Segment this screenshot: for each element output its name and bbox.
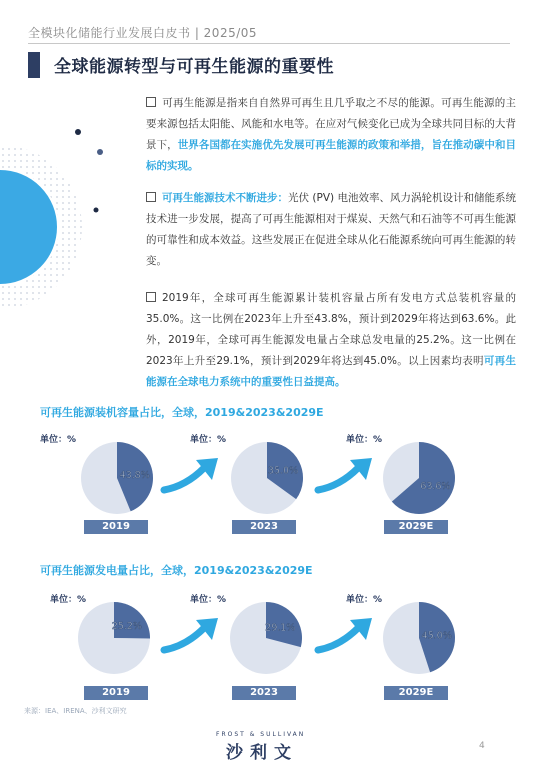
chart2-unit-2023: 单位：%: [190, 595, 227, 605]
chart1-pie-2023-value-label: 35.0%: [267, 465, 299, 477]
p1-highlight: 世界各国都在实施优先发展可再生能源的政策和举措，旨在推动碳中和目标的实现。: [146, 139, 517, 172]
bullet-square-icon: [146, 192, 156, 202]
chart1-pie-2029E-value-label: 63.6%: [420, 480, 451, 492]
chart2-pie-2023: [228, 600, 304, 676]
page-number: 4: [479, 741, 485, 751]
paragraph-statistics: [146, 288, 516, 393]
p3-highlight: 可再生能源在全球电力系统中的重要性日益提高。: [146, 355, 517, 388]
chart1-title: 可再生能源装机容量占比，全球，2019&2023&2029E: [40, 406, 324, 419]
chart1-pie-2029: [381, 440, 457, 516]
trend-arrow-icon: [314, 616, 378, 656]
chart1-year-2023: 2023: [232, 520, 296, 534]
bullet-square-icon: [146, 97, 156, 107]
chart2-pie-2019-value-label: 25.2%: [111, 620, 142, 632]
trend-arrow-icon: [314, 456, 378, 496]
chart1-pie-2019: [79, 440, 155, 516]
page-title: 全球能源转型与可再生能源的重要性: [54, 57, 334, 77]
chart1-pie-2019-value-label: 43.8%: [119, 470, 150, 482]
chart2-year-2023: 2023: [232, 686, 296, 700]
trend-arrow-icon: [160, 456, 224, 496]
p2-text: 光伏 (PV) 电池效率、风力涡轮机设计和储能系统技术进一步发展，提高了可再生能源相对于煤炭、天然气和石油等不可再生能源的可靠性和成本效益。这些发展正在促进全球从化石能源系统向可再生能源的转变。: [146, 192, 516, 267]
trend-arrow-icon: [160, 616, 224, 656]
chart1-unit-2023: 单位：%: [190, 435, 227, 445]
chart2-unit-2019: 单位：%: [50, 595, 87, 605]
p2-highlight: 可再生能源技术不断进步：: [162, 192, 289, 204]
chart1-pie-2023: [229, 440, 305, 516]
chart1-year-2019: 2019: [84, 520, 148, 534]
p3-text: 2019年，全球可再生能源累计装机容量占所有发电方式总装机容量的35.0%。这一比例在2023年上升至43.8%，预计到2029年将达到63.6%。此外，2019年，全球可再生能源发电量占全球总发电量的25.2%。这一比例在2023年上升至29.1%，预计到2029年将达到45.0%。以上因素均表明: [146, 292, 516, 367]
source-note: 来源：IEA、IRENA、沙利文研究: [24, 707, 127, 715]
paragraph-renewable-definition: [146, 93, 516, 177]
decorative-half-circle-graphic: [0, 92, 130, 362]
chart2-year-2019: 2019: [84, 686, 148, 700]
chart2-year-2029: 2029E: [384, 686, 448, 700]
chart2-unit-2029: 单位：%: [346, 595, 383, 605]
chart1-unit-2029: 单位：%: [346, 435, 383, 445]
title-accent-bar: [28, 52, 40, 78]
chart2-pie-2029: [381, 600, 457, 676]
chart2-pie-2019: [76, 600, 152, 676]
bullet-square-icon: [146, 292, 156, 302]
chart2-pie-2029E-value-label: 45.0%: [421, 630, 452, 642]
logo-shaliwen: 沙利文: [226, 743, 298, 763]
chart2-pie-2023-value-label: 29.1%: [265, 622, 296, 634]
logo-frost-sullivan: FROST & SULLIVAN: [216, 731, 306, 738]
paragraph-technology-progress: [146, 188, 516, 272]
chart1-year-2029: 2029E: [384, 520, 448, 534]
p1-text: 可再生能源是指来自自然界可再生且几乎取之不尽的能源。可再生能源的主要来源包括太阳能、风能和水电等。在应对气候变化已成为全球共同目标的大背景下，: [146, 97, 516, 151]
header-text: 全模块化储能行业发展白皮书 | 2025/05: [28, 26, 258, 40]
chart1-unit-2019: 单位：%: [40, 435, 77, 445]
header-divider: [28, 43, 510, 44]
chart2-title: 可再生能源发电量占比，全球，2019&2023&2029E: [40, 564, 313, 577]
